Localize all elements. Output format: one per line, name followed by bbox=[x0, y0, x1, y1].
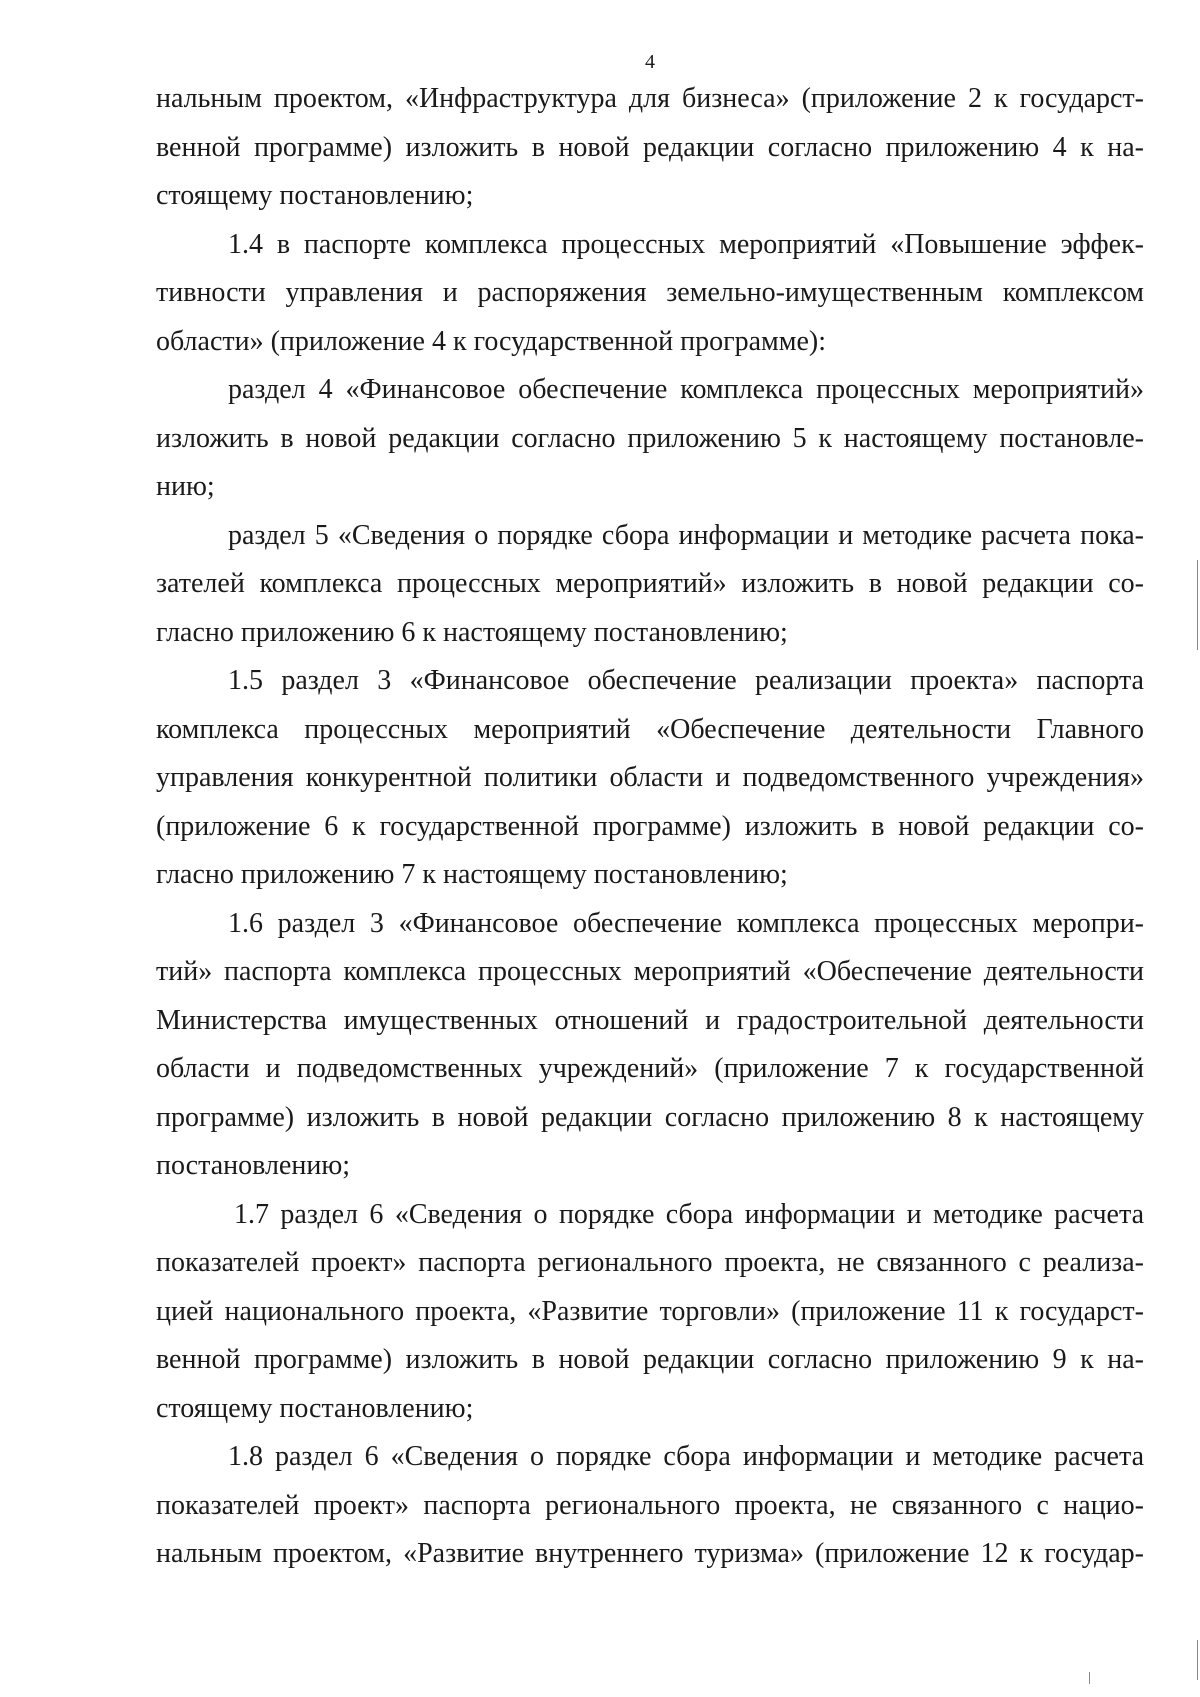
scan-edge-mark bbox=[1197, 560, 1198, 650]
text-line: Министерства имущественных отношений и градостроительной деятельности bbox=[156, 1004, 1144, 1036]
text-line: комплекса процессных мероприятий «Обеспечение деятельности Главного bbox=[156, 713, 1144, 745]
scan-edge-mark bbox=[1197, 1640, 1198, 1680]
paragraph-section-4 bbox=[156, 366, 1144, 512]
text-line: области» (приложение 4 к государственной программе): bbox=[156, 325, 826, 357]
paragraph-item-1-8 bbox=[156, 1433, 1144, 1579]
document-body bbox=[156, 75, 1144, 1579]
text-line: нальным проектом, «Развитие внутреннего туризма» (приложение 12 к государ- bbox=[156, 1538, 1144, 1569]
scan-edge-mark bbox=[1089, 1672, 1090, 1684]
text-line: показателей проект» паспорта регионального проекта, не связанного с нацио- bbox=[156, 1489, 1144, 1521]
text-line: раздел 4 «Финансовое обеспечение комплекса процессных мероприятий» bbox=[228, 374, 1144, 405]
text-line: раздел 5 «Сведения о порядке сбора информации и методике расчета пока- bbox=[228, 519, 1144, 551]
text-line: показателей проект» паспорта регионального проекта, не связанного с реализа- bbox=[156, 1247, 1144, 1278]
text-line: тивности управления и распоряжения земельно-имущественным комплексом bbox=[156, 277, 1144, 308]
text-line: 1.6 раздел 3 «Финансовое обеспечение комплекса процессных меропри- bbox=[228, 907, 1144, 939]
paragraph-item-1-5 bbox=[156, 657, 1144, 900]
paragraph-item-1-6 bbox=[156, 900, 1144, 1191]
text-line: управления конкурентной политики области и подведомственного учреждения» bbox=[156, 762, 1144, 793]
text-line: 1.4 в паспорте комплекса процессных мероприятий «Повышение эффек- bbox=[228, 228, 1144, 260]
text-line: 1.7 раздел 6 «Сведения о порядке сбора информации и методике расчета bbox=[234, 1198, 1144, 1230]
text-line: стоящему постановлению; bbox=[156, 180, 474, 211]
text-line: постановлению; bbox=[156, 1150, 351, 1181]
text-line: 1.5 раздел 3 «Финансовое обеспечение реализации проекта» паспорта bbox=[228, 665, 1144, 696]
text-line: стоящему постановлению; bbox=[156, 1392, 474, 1424]
text-line: нию; bbox=[156, 471, 215, 502]
text-line: изложить в новой редакции согласно приложению 5 к настоящему постановле- bbox=[156, 422, 1144, 454]
text-line: нальным проектом, «Инфраструктура для бизнеса» (приложение 2 к государст- bbox=[156, 83, 1144, 114]
paragraph-section-5 bbox=[156, 512, 1144, 658]
text-line: гласно приложению 6 к настоящему постановлению; bbox=[156, 616, 788, 648]
text-line: зателей комплекса процессных мероприятий» изложить в новой редакции со- bbox=[156, 568, 1144, 599]
text-line: гласно приложению 7 к настоящему постановлению; bbox=[156, 859, 788, 890]
text-line: цией национального проекта, «Развитие торговли» (приложение 11 к государст- bbox=[156, 1295, 1144, 1327]
text-line: области и подведомственных учреждений» (приложение 7 к государственной bbox=[156, 1053, 1144, 1084]
text-line: венной программе) изложить в новой редакции согласно приложению 4 к на- bbox=[156, 131, 1144, 163]
page-number: 4 bbox=[645, 51, 655, 73]
text-line: программе) изложить в новой редакции согласно приложению 8 к настоящему bbox=[156, 1101, 1144, 1133]
text-line: (приложение 6 к государственной программе) изложить в новой редакции со- bbox=[156, 810, 1144, 842]
paragraph-continuation bbox=[156, 75, 1144, 221]
text-line: 1.8 раздел 6 «Сведения о порядке сбора информации и методике расчета bbox=[228, 1441, 1144, 1472]
text-line: венной программе) изложить в новой редакции согласно приложению 9 к на- bbox=[156, 1344, 1144, 1375]
text-line: тий» паспорта комплекса процессных мероприятий «Обеспечение деятельности bbox=[156, 956, 1144, 987]
paragraph-item-1-4 bbox=[156, 221, 1144, 367]
paragraph-item-1-7 bbox=[156, 1191, 1144, 1434]
